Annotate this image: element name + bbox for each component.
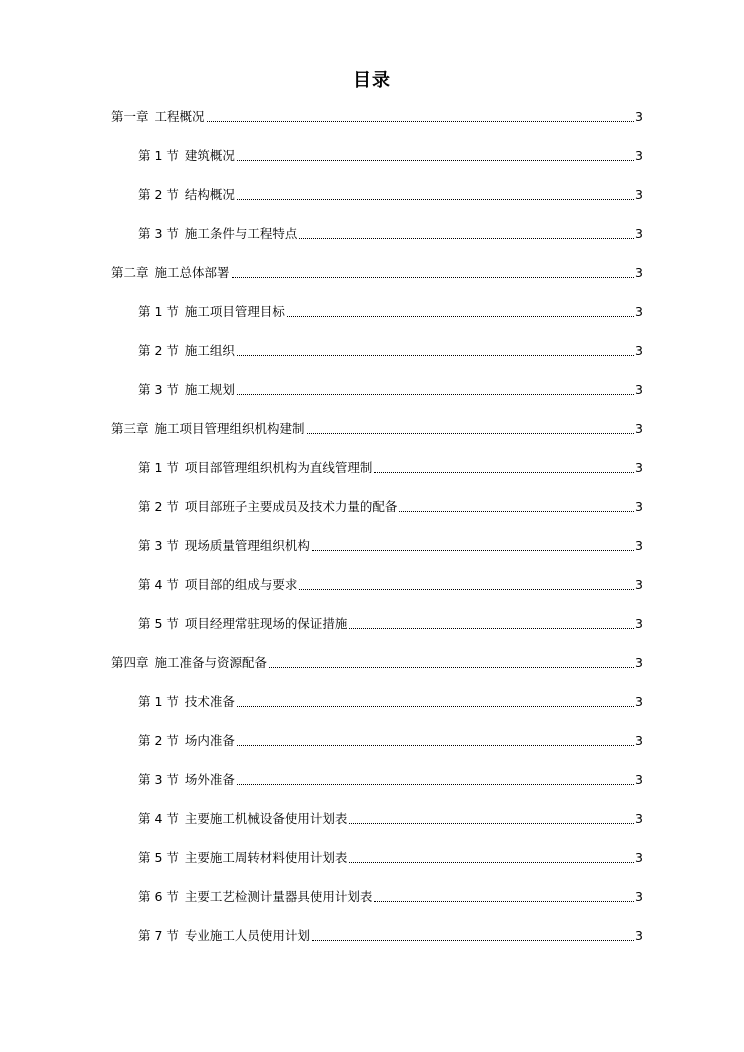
toc-entry-section[interactable] xyxy=(138,496,643,518)
dot-leader xyxy=(237,745,634,746)
toc-entry-page-number: 3 xyxy=(635,811,643,826)
toc-entry-section[interactable] xyxy=(138,379,643,401)
toc-entry-chapter[interactable] xyxy=(111,106,643,128)
toc-entry-section[interactable] xyxy=(138,145,643,167)
toc-entry-section[interactable] xyxy=(138,301,643,323)
toc-entry-section[interactable] xyxy=(138,808,643,830)
dot-leader xyxy=(349,628,634,629)
toc-entry-number: 第一章 xyxy=(111,109,149,124)
toc-entry-number: 第 2 节 xyxy=(138,733,179,748)
toc-entry-number: 第四章 xyxy=(111,655,149,670)
toc-entry-number: 第 5 节 xyxy=(138,616,179,631)
toc-entry-section[interactable] xyxy=(138,457,643,479)
dot-leader xyxy=(374,901,634,902)
toc-entry-title: 项目部的组成与要求 xyxy=(184,577,298,592)
toc-entry-number: 第 1 节 xyxy=(138,460,179,475)
dot-leader xyxy=(237,394,634,395)
toc-entry-number: 第 3 节 xyxy=(138,538,179,553)
dot-leader xyxy=(237,199,634,200)
toc-entry-page-number: 3 xyxy=(635,616,643,631)
toc-entry-page-number: 3 xyxy=(635,577,643,592)
toc-entry-page-number: 3 xyxy=(635,382,643,397)
dot-leader xyxy=(312,550,634,551)
toc-entry-number: 第二章 xyxy=(111,265,149,280)
toc-entry-page-number: 3 xyxy=(635,187,643,202)
toc-entry-number: 第 1 节 xyxy=(138,304,179,319)
toc-entry-page-number: 3 xyxy=(635,928,643,943)
dot-leader xyxy=(237,355,634,356)
toc-entry-number: 第 2 节 xyxy=(138,187,179,202)
toc-entry-page-number: 3 xyxy=(635,733,643,748)
toc-entry-number: 第 2 节 xyxy=(138,499,179,514)
toc-entry-section[interactable] xyxy=(138,574,643,596)
toc-entry-number: 第 6 节 xyxy=(138,889,179,904)
toc-entry-section[interactable] xyxy=(138,613,643,635)
toc-entry-page-number: 3 xyxy=(635,148,643,163)
toc-entry-number: 第 4 节 xyxy=(138,811,179,826)
toc-entry-section[interactable] xyxy=(138,535,643,557)
toc-entry-page-number: 3 xyxy=(635,109,643,124)
toc-entry-section[interactable] xyxy=(138,925,643,947)
toc-entry-section[interactable] xyxy=(138,223,643,245)
toc-entry-title: 结构概况 xyxy=(184,187,235,202)
toc-entry-title: 施工总体部署 xyxy=(154,265,230,280)
toc-entry-title: 建筑概况 xyxy=(184,148,235,163)
toc-entry-title: 场外准备 xyxy=(184,772,235,787)
toc-entry-title: 专业施工人员使用计划 xyxy=(184,928,310,943)
toc-entry-title: 工程概况 xyxy=(154,109,205,124)
toc-entry-page-number: 3 xyxy=(635,304,643,319)
dot-leader xyxy=(232,277,635,278)
toc-entry-title: 场内准备 xyxy=(184,733,235,748)
toc-entry-number: 第 1 节 xyxy=(138,694,179,709)
toc-entry-title: 现场质量管理组织机构 xyxy=(184,538,310,553)
toc-entry-number: 第 4 节 xyxy=(138,577,179,592)
dot-leader xyxy=(312,940,634,941)
toc-entry-page-number: 3 xyxy=(635,343,643,358)
toc-entry-number: 第 5 节 xyxy=(138,850,179,865)
toc-entry-chapter[interactable] xyxy=(111,262,643,284)
toc-entry-title: 施工规划 xyxy=(184,382,235,397)
toc-entry-title: 项目经理常驻现场的保证措施 xyxy=(184,616,348,631)
dot-leader xyxy=(307,433,635,434)
toc-entry-page-number: 3 xyxy=(635,460,643,475)
dot-leader xyxy=(299,589,634,590)
toc-entry-section[interactable] xyxy=(138,730,643,752)
toc-entry-title: 施工条件与工程特点 xyxy=(184,226,298,241)
toc-entry-title: 主要施工机械设备使用计划表 xyxy=(184,811,348,826)
toc-entry-title: 主要工艺检测计量器具使用计划表 xyxy=(184,889,373,904)
toc-entry-page-number: 3 xyxy=(635,850,643,865)
dot-leader xyxy=(399,511,634,512)
dot-leader xyxy=(237,706,634,707)
toc-entry-page-number: 3 xyxy=(635,499,643,514)
toc-entry-title: 主要施工周转材料使用计划表 xyxy=(184,850,348,865)
dot-leader xyxy=(349,823,634,824)
toc-entry-page-number: 3 xyxy=(635,265,643,280)
toc-entry-section[interactable] xyxy=(138,340,643,362)
toc-entry-chapter[interactable] xyxy=(111,652,643,674)
toc-entry-title: 项目部管理组织机构为直线管理制 xyxy=(184,460,373,475)
toc-entry-title: 施工组织 xyxy=(184,343,235,358)
toc-entry-page-number: 3 xyxy=(635,538,643,553)
toc-entry-page-number: 3 xyxy=(635,772,643,787)
toc-entry-section[interactable] xyxy=(138,886,643,908)
toc-entry-number: 第 3 节 xyxy=(138,772,179,787)
dot-leader xyxy=(269,667,634,668)
dot-leader xyxy=(374,472,634,473)
toc-entry-page-number: 3 xyxy=(635,226,643,241)
toc-entry-number: 第 3 节 xyxy=(138,382,179,397)
toc-entry-page-number: 3 xyxy=(635,694,643,709)
toc-entry-title: 技术准备 xyxy=(184,694,235,709)
toc-entry-number: 第三章 xyxy=(111,421,149,436)
toc-entry-number: 第 3 节 xyxy=(138,226,179,241)
toc-entry-title: 施工项目管理目标 xyxy=(184,304,285,319)
toc-entry-title: 施工准备与资源配备 xyxy=(154,655,268,670)
toc-entry-page-number: 3 xyxy=(635,655,643,670)
toc-entry-title: 项目部班子主要成员及技术力量的配备 xyxy=(184,499,398,514)
dot-leader xyxy=(237,160,634,161)
toc-entry-number: 第 7 节 xyxy=(138,928,179,943)
toc-entry-section[interactable] xyxy=(138,184,643,206)
dot-leader xyxy=(287,316,634,317)
toc-entry-section[interactable] xyxy=(138,691,643,713)
toc-entry-section[interactable] xyxy=(138,769,643,791)
toc-entry-page-number: 3 xyxy=(635,421,643,436)
dot-leader xyxy=(299,238,634,239)
toc-entry-section[interactable] xyxy=(138,847,643,869)
dot-leader xyxy=(237,784,634,785)
toc-entry-chapter[interactable] xyxy=(111,418,643,440)
toc-entry-number: 第 1 节 xyxy=(138,148,179,163)
toc-entry-page-number: 3 xyxy=(635,889,643,904)
dot-leader xyxy=(207,121,635,122)
dot-leader xyxy=(349,862,634,863)
toc-entry-number: 第 2 节 xyxy=(138,343,179,358)
toc-entry-title: 施工项目管理组织机构建制 xyxy=(154,421,305,436)
toc-title: 目录 xyxy=(353,70,391,91)
